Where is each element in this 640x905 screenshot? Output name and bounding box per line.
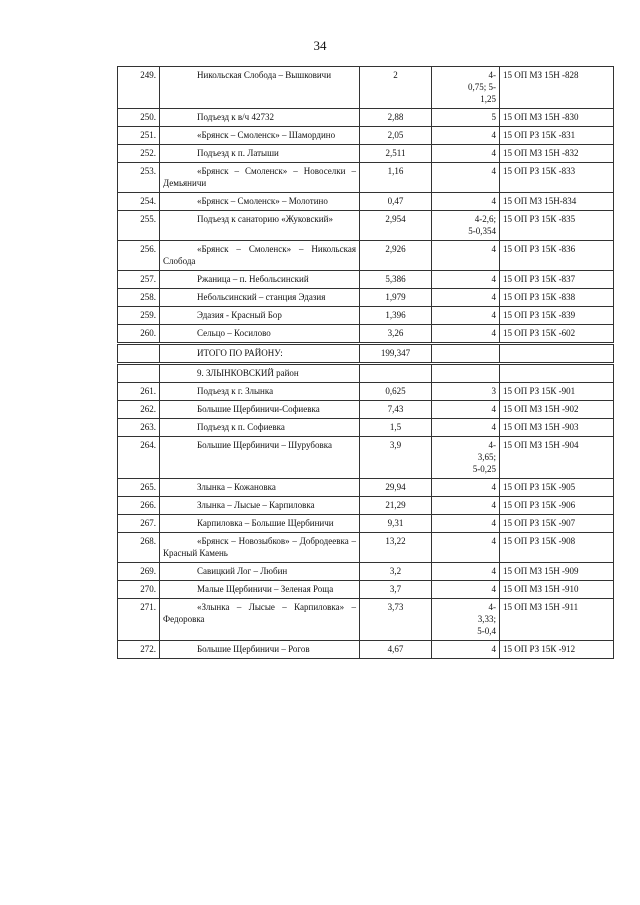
road-length: 1,979 [360, 289, 432, 307]
road-length: 3,26 [360, 325, 432, 344]
table-row [118, 241, 614, 271]
road-code: 15 ОП РЗ 15К -908 [500, 533, 614, 563]
row-number: 269. [118, 563, 160, 581]
district-header-row [118, 364, 614, 383]
table-row [118, 383, 614, 401]
road-length: 2,511 [360, 145, 432, 163]
road-name: Злынка – Лысые – Карпиловка [160, 497, 360, 515]
code-cell [500, 364, 614, 383]
road-category: 4 [432, 479, 500, 497]
road-category: 4- 3,33; 5-0,4 [432, 599, 500, 641]
road-name: Большие Щербиничи-Софиевка [160, 401, 360, 419]
road-category: 4 [432, 241, 500, 271]
road-length: 2,926 [360, 241, 432, 271]
page-number: 34 [313, 38, 327, 53]
road-code: 15 ОП РЗ 15К -831 [500, 127, 614, 145]
road-length: 1,16 [360, 163, 432, 193]
road-code: 15 ОП РЗ 15К -835 [500, 211, 614, 241]
row-number: 264. [118, 437, 160, 479]
road-code: 15 ОП МЗ 15Н -909 [500, 563, 614, 581]
road-length: 9,31 [360, 515, 432, 533]
road-code: 15 ОП РЗ 15К -836 [500, 241, 614, 271]
row-number-cell [118, 344, 160, 364]
row-number: 255. [118, 211, 160, 241]
road-category: 4 [432, 193, 500, 211]
road-name: «Брянск – Смоленск» – Молотино [160, 193, 360, 211]
road-name: Подъезд к в/ч 42732 [160, 109, 360, 127]
road-code: 15 ОП МЗ 15Н -904 [500, 437, 614, 479]
road-name: Подъезд к п. Софиевка [160, 419, 360, 437]
length-cell [360, 364, 432, 383]
table-row [118, 479, 614, 497]
table-row [118, 515, 614, 533]
road-category: 4 [432, 641, 500, 659]
table-row [118, 211, 614, 241]
road-category: 4 [432, 145, 500, 163]
table-row [118, 145, 614, 163]
road-category: 4-2,6; 5-0,354 [432, 211, 500, 241]
road-category: 5 [432, 109, 500, 127]
road-length: 2,05 [360, 127, 432, 145]
road-length: 0,625 [360, 383, 432, 401]
road-length: 29,94 [360, 479, 432, 497]
road-length: 7,43 [360, 401, 432, 419]
road-code: 15 ОП РЗ 15К -833 [500, 163, 614, 193]
road-name: Ржаница – п. Небольсинский [160, 271, 360, 289]
road-code: 15 ОП РЗ 15К -906 [500, 497, 614, 515]
row-number: 259. [118, 307, 160, 325]
road-code: 15 ОП РЗ 15К -912 [500, 641, 614, 659]
road-name: Большие Щербиничи – Шурубовка [160, 437, 360, 479]
road-length: 2,88 [360, 109, 432, 127]
row-number: 261. [118, 383, 160, 401]
row-number: 272. [118, 641, 160, 659]
category-cell [432, 344, 500, 364]
road-code: 15 ОП МЗ 15Н-834 [500, 193, 614, 211]
road-category: 4 [432, 307, 500, 325]
road-category: 4 [432, 419, 500, 437]
road-length: 3,7 [360, 581, 432, 599]
table-row [118, 325, 614, 344]
table-row [118, 109, 614, 127]
road-length: 4,67 [360, 641, 432, 659]
road-length: 13,22 [360, 533, 432, 563]
row-number: 267. [118, 515, 160, 533]
road-code: 15 ОП РЗ 15К -907 [500, 515, 614, 533]
row-number: 265. [118, 479, 160, 497]
table-row [118, 599, 614, 641]
table-row [118, 437, 614, 479]
road-name: Большие Щербиничи – Рогов [160, 641, 360, 659]
road-code: 15 ОП МЗ 15Н -910 [500, 581, 614, 599]
row-number: 260. [118, 325, 160, 344]
row-number: 252. [118, 145, 160, 163]
road-name: Карпиловка – Большие Щербиничи [160, 515, 360, 533]
road-length: 2,954 [360, 211, 432, 241]
total-length: 199,347 [360, 344, 432, 364]
road-category: 4- 3,65; 5-0,25 [432, 437, 500, 479]
road-length: 1,396 [360, 307, 432, 325]
road-name: Подъезд к санаторию «Жуковский» [160, 211, 360, 241]
roads-table [117, 66, 614, 659]
road-category: 4 [432, 271, 500, 289]
row-number: 271. [118, 599, 160, 641]
road-code: 15 ОП МЗ 15Н -830 [500, 109, 614, 127]
road-name: «Брянск – Новозыбков» – Добродеевка – Красный Камень [160, 533, 360, 563]
road-name: Эдазия - Красный Бор [160, 307, 360, 325]
table-row [118, 307, 614, 325]
table-row [118, 533, 614, 563]
table-row [118, 127, 614, 145]
road-category: 4 [432, 497, 500, 515]
road-length: 3,73 [360, 599, 432, 641]
road-length: 3,9 [360, 437, 432, 479]
road-code: 15 ОП РЗ 15К -905 [500, 479, 614, 497]
road-name: «Брянск – Смоленск» – Шамордино [160, 127, 360, 145]
table-row [118, 193, 614, 211]
road-code: 15 ОП РЗ 15К -839 [500, 307, 614, 325]
row-number: 251. [118, 127, 160, 145]
row-number: 263. [118, 419, 160, 437]
row-number: 268. [118, 533, 160, 563]
road-name: Подъезд к г. Злынка [160, 383, 360, 401]
road-code: 15 ОП РЗ 15К -838 [500, 289, 614, 307]
road-name: «Злынка – Лысые – Карпиловка» – Федоровка [160, 599, 360, 641]
road-category: 4 [432, 533, 500, 563]
row-number: 257. [118, 271, 160, 289]
road-category: 4 [432, 563, 500, 581]
table-row [118, 581, 614, 599]
road-category: 4 [432, 515, 500, 533]
road-name: Малые Щербиничи – Зеленая Роща [160, 581, 360, 599]
district-total-row [118, 344, 614, 364]
row-number: 258. [118, 289, 160, 307]
code-cell [500, 344, 614, 364]
road-category: 4 [432, 325, 500, 344]
row-number: 262. [118, 401, 160, 419]
table-row [118, 563, 614, 581]
district-title: 9. ЗЛЫНКОВСКИЙ район [160, 364, 360, 383]
road-name: «Брянск – Смоленск» – Новоселки – Демьяничи [160, 163, 360, 193]
row-number: 253. [118, 163, 160, 193]
road-code: 15 ОП РЗ 15К -901 [500, 383, 614, 401]
table-row [118, 289, 614, 307]
road-length: 1,5 [360, 419, 432, 437]
road-length: 2 [360, 67, 432, 109]
total-label: ИТОГО ПО РАЙОНУ: [160, 344, 360, 364]
road-code: 15 ОП МЗ 15Н -903 [500, 419, 614, 437]
table-row [118, 163, 614, 193]
row-number: 266. [118, 497, 160, 515]
road-name: Небольсинский – станция Эдазия [160, 289, 360, 307]
road-name: Злынка – Кожановка [160, 479, 360, 497]
row-number: 270. [118, 581, 160, 599]
row-number: 254. [118, 193, 160, 211]
road-code: 15 ОП РЗ 15К -602 [500, 325, 614, 344]
road-name: Подъезд к п. Латыши [160, 145, 360, 163]
road-name: Савицкий Лог – Любин [160, 563, 360, 581]
table-row [118, 271, 614, 289]
road-name: Сельцо – Косилово [160, 325, 360, 344]
row-number: 249. [118, 67, 160, 109]
row-number: 256. [118, 241, 160, 271]
road-code: 15 ОП МЗ 15Н -828 [500, 67, 614, 109]
table-row [118, 419, 614, 437]
road-length: 3,2 [360, 563, 432, 581]
road-category: 4 [432, 163, 500, 193]
road-category: 4 [432, 581, 500, 599]
road-category: 4 [432, 401, 500, 419]
table-row [118, 641, 614, 659]
category-cell [432, 364, 500, 383]
road-name: Никольская Слобода – Вышковичи [160, 67, 360, 109]
row-number-cell [118, 364, 160, 383]
road-length: 21,29 [360, 497, 432, 515]
road-length: 0,47 [360, 193, 432, 211]
road-category: 4 [432, 289, 500, 307]
road-code: 15 ОП РЗ 15К -837 [500, 271, 614, 289]
road-code: 15 ОП МЗ 15Н -832 [500, 145, 614, 163]
table-row [118, 497, 614, 515]
row-number: 250. [118, 109, 160, 127]
road-code: 15 ОП МЗ 15Н -902 [500, 401, 614, 419]
table-row [118, 401, 614, 419]
road-category: 4- 0,75; 5- 1,25 [432, 67, 500, 109]
road-category: 4 [432, 127, 500, 145]
road-length: 5,386 [360, 271, 432, 289]
road-category: 3 [432, 383, 500, 401]
table-row [118, 67, 614, 109]
road-code: 15 ОП МЗ 15Н -911 [500, 599, 614, 641]
road-name: «Брянск – Смоленск» – Никольская Слобода [160, 241, 360, 271]
